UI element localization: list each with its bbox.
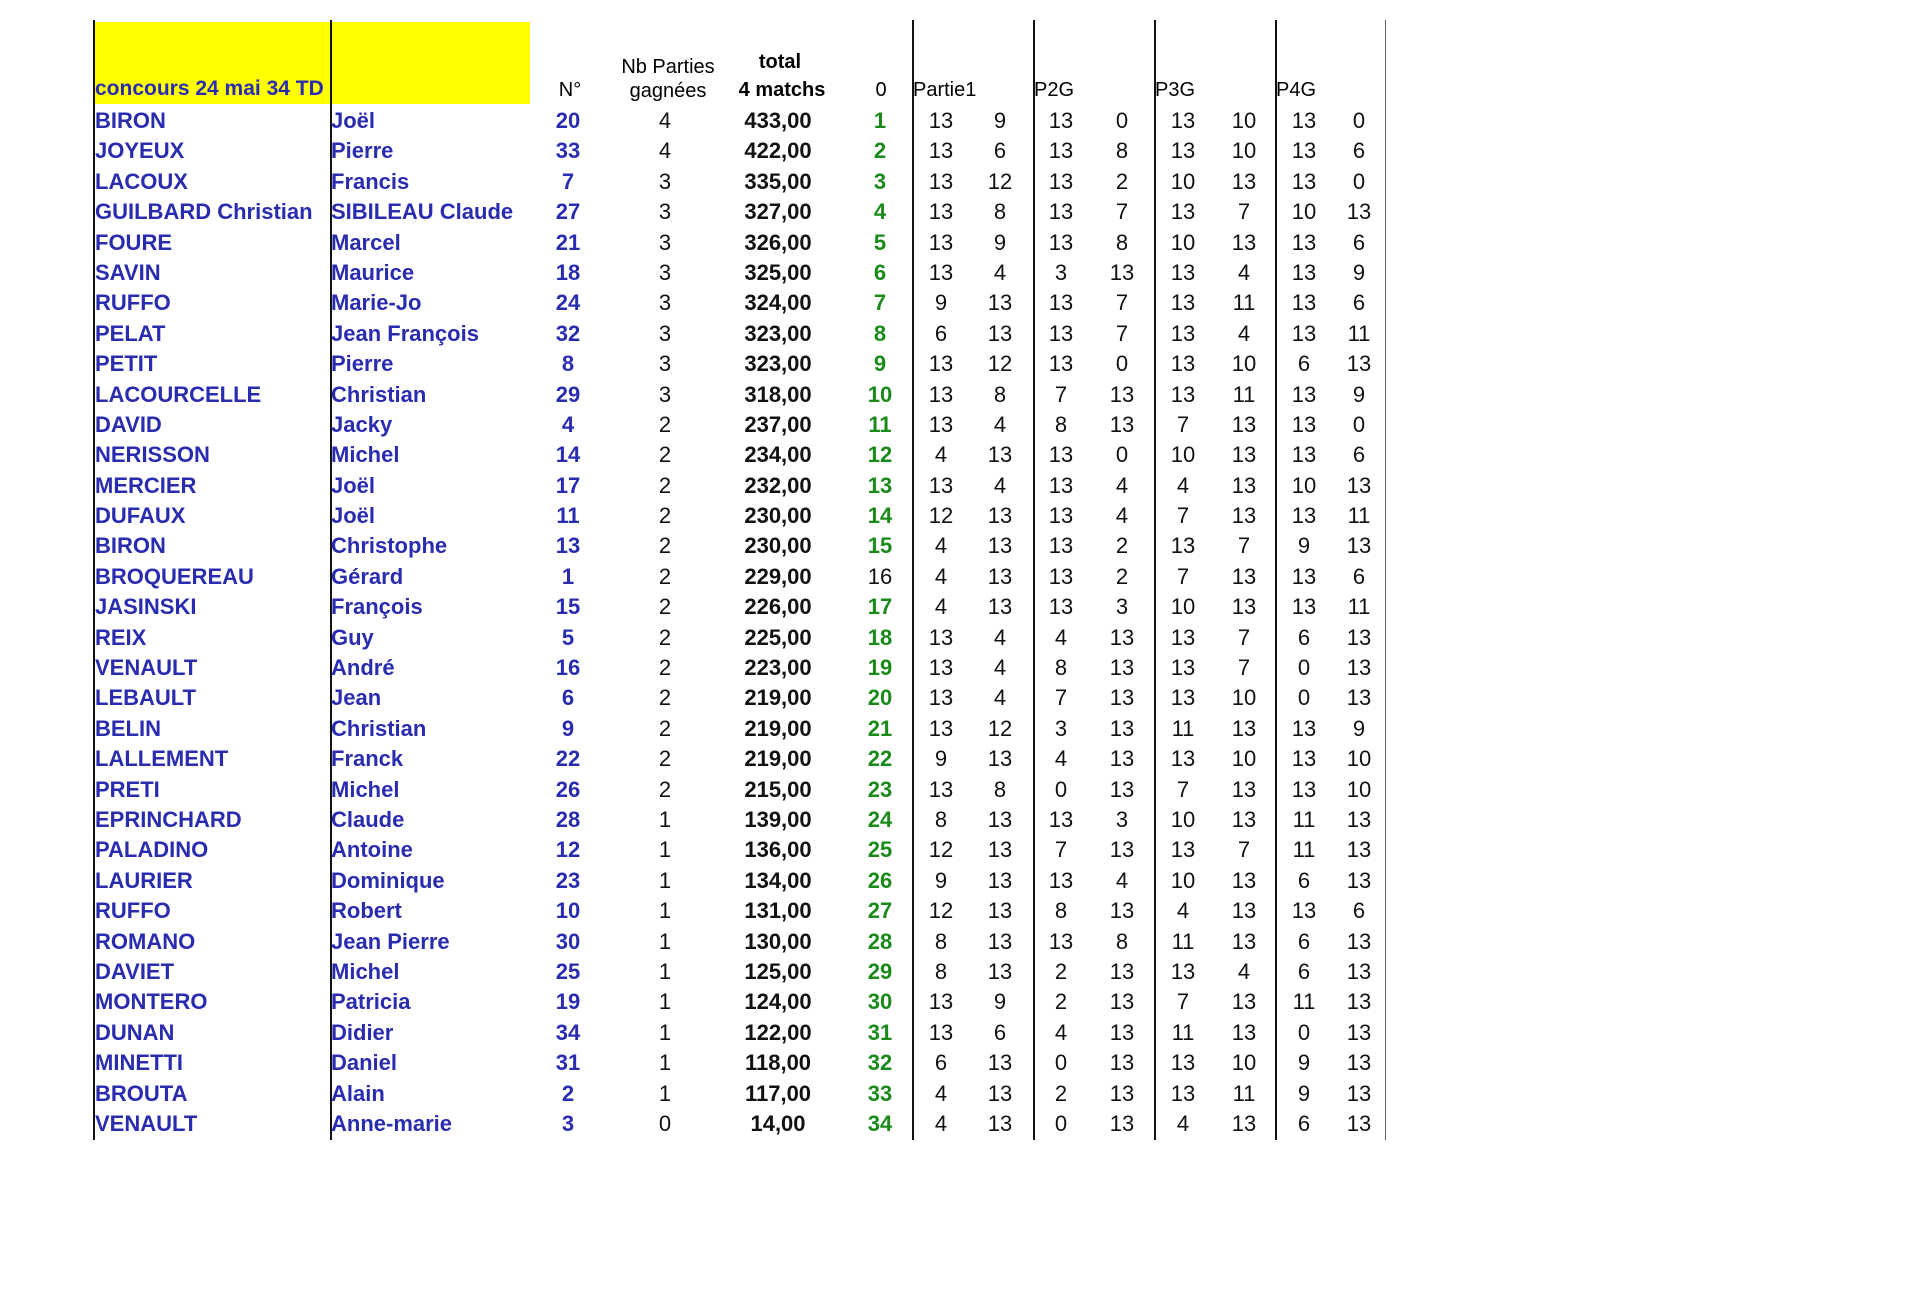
header-p4g: P4G <box>1276 79 1317 101</box>
table-row: PETIT Pierre 8 3 323,00 9 13 12 13 0 13 10 6 13 <box>95 351 1372 377</box>
player-first-name: Robert <box>331 898 402 924</box>
player-last-name: DAVID <box>95 411 162 437</box>
header-p3g: P3G <box>1155 79 1196 101</box>
table-row: BIRON Christophe 13 2 230,00 15 4 13 13 2 13 7 9 13 <box>95 533 1372 559</box>
table-row: VENAULT André 16 2 223,00 19 13 4 8 13 13 7 0 13 <box>95 655 1372 681</box>
player-last-name: MERCIER <box>95 472 197 498</box>
table-row: DAVID Jacky 4 2 237,00 11 13 4 8 13 7 13 13 0 <box>95 411 1366 437</box>
player-first-name: Christian <box>331 715 427 741</box>
player-last-name: BELIN <box>95 715 161 741</box>
player-last-name: BROQUEREAU <box>95 563 254 589</box>
table-row: PRETI Michel 26 2 215,00 23 13 8 0 13 7 13 13 10 <box>95 776 1372 802</box>
table-row: SAVIN Maurice 18 3 325,00 6 13 4 3 13 13 4 13 9 <box>95 259 1366 285</box>
player-first-name: Maurice <box>331 259 415 285</box>
player-first-name: Jean Pierre <box>331 928 450 954</box>
player-last-name: EPRINCHARD <box>95 806 242 832</box>
player-first-name: Joël <box>331 108 376 133</box>
player-last-name: DUNAN <box>95 1019 175 1045</box>
player-first-name: Jean François <box>331 320 479 346</box>
table-row: REIX Guy 5 2 225,00 18 13 4 4 13 13 7 6 13 <box>95 624 1372 650</box>
player-first-name: Michel <box>331 958 400 984</box>
player-last-name: VENAULT <box>95 655 198 681</box>
table-row: DUNAN Didier 34 1 122,00 31 13 6 4 13 11 13 0 13 <box>95 1019 1372 1045</box>
player-first-name: Marcel <box>331 229 401 255</box>
header-p2g: P2G <box>1034 79 1075 101</box>
player-last-name: PRETI <box>95 776 160 802</box>
player-first-name: Claude <box>331 806 405 832</box>
player-last-name: VENAULT <box>95 1110 198 1136</box>
player-first-name: Guy <box>331 624 374 650</box>
player-first-name: Jean <box>331 685 382 711</box>
header-won-line2: gagnées <box>629 80 707 102</box>
player-first-name: Francis <box>331 168 410 194</box>
player-first-name: SIBILEAU Claude <box>331 199 514 225</box>
table-row: BIRON Joël 20 4 433,00 1 13 9 13 0 13 10 13 0 <box>95 108 1366 133</box>
player-last-name: DUFAUX <box>95 503 186 529</box>
player-last-name: LAURIER <box>95 867 193 893</box>
player-first-name: Anne-marie <box>331 1110 453 1136</box>
player-first-name: Daniel <box>331 1050 398 1076</box>
player-last-name: LACOURCELLE <box>95 381 262 407</box>
table-row: VENAULT Anne-marie 3 0 14,00 34 4 13 0 13 4 13 6 13 <box>95 1110 1372 1136</box>
table-row: JOYEUX Pierre 33 4 422,00 2 13 6 13 8 13 10 13 6 <box>95 138 1366 164</box>
table-row: BELIN Christian 9 2 219,00 21 13 12 3 13 11 13 13 9 <box>95 715 1366 741</box>
table-row: LACOURCELLE Christian 29 3 318,00 10 13 8 7 13 13 11 13 9 <box>95 381 1366 407</box>
player-last-name: NERISSON <box>95 442 210 468</box>
player-first-name: André <box>331 655 395 681</box>
table-row: EPRINCHARD Claude 28 1 139,00 24 8 13 13 3 10 13 11 13 <box>95 806 1372 832</box>
results-table <box>0 106 1920 1139</box>
player-last-name: MINETTI <box>95 1050 183 1076</box>
player-last-name: LACOUX <box>95 168 188 194</box>
player-last-name: MONTERO <box>95 989 208 1015</box>
player-last-name: PALADINO <box>95 837 209 863</box>
player-last-name: ROMANO <box>95 928 196 954</box>
player-first-name: Jacky <box>331 411 393 437</box>
player-last-name: DAVIET <box>95 958 175 984</box>
table-row: PELAT Jean François 32 3 323,00 8 6 13 13 7 13 4 13 11 <box>95 320 1371 346</box>
table-row: MINETTI Daniel 31 1 118,00 32 6 13 0 13 13 10 9 13 <box>95 1050 1372 1076</box>
player-last-name: JOYEUX <box>95 138 185 164</box>
player-first-name: Alain <box>331 1080 385 1106</box>
table-row: RUFFO Marie-Jo 24 3 324,00 7 9 13 13 7 13 11 13 6 <box>95 290 1366 316</box>
player-first-name: Pierre <box>331 351 394 377</box>
player-last-name: RUFFO <box>95 290 171 316</box>
player-last-name: BIRON <box>95 108 166 133</box>
player-last-name: SAVIN <box>95 259 161 285</box>
player-first-name: Christophe <box>331 533 448 559</box>
player-last-name: PETIT <box>95 351 158 377</box>
player-first-name: Patricia <box>331 989 411 1015</box>
player-first-name: Antoine <box>331 837 413 863</box>
header-rank: 0 <box>875 79 887 101</box>
player-last-name: RUFFO <box>95 898 171 924</box>
table-row: FOURE Marcel 21 3 326,00 5 13 9 13 8 10 13 13 6 <box>95 229 1366 255</box>
player-last-name: REIX <box>95 624 147 650</box>
player-first-name: Marie-Jo <box>331 290 422 316</box>
header-partie1: Partie1 <box>913 79 977 101</box>
table-row: LAURIER Dominique 23 1 134,00 26 9 13 13 4 10 13 6 13 <box>95 867 1372 893</box>
table-row: DAVIET Michel 25 1 125,00 29 8 13 2 13 13 4 6 13 <box>95 958 1372 984</box>
player-last-name: LALLEMENT <box>95 746 229 772</box>
sheet-title: concours 24 mai 34 TD <box>95 77 324 100</box>
table-row: BROUTA Alain 2 1 117,00 33 4 13 2 13 13 11 9 13 <box>95 1080 1372 1106</box>
table-row: MONTERO Patricia 19 1 124,00 30 13 9 2 13 7 13 11 13 <box>95 989 1372 1015</box>
table-row: JASINSKI François 15 2 226,00 17 4 13 13 3 10 13 13 11 <box>95 594 1371 620</box>
table-row: NERISSON Michel 14 2 234,00 12 4 13 13 0 10 13 13 6 <box>95 442 1366 468</box>
player-last-name: LEBAULT <box>95 685 197 711</box>
table-row: BROQUEREAU Gérard 1 2 229,00 16 4 13 13 2 7 13 13 6 <box>95 563 1366 589</box>
table-row: LALLEMENT Franck 22 2 219,00 22 9 13 4 13 13 10 13 10 <box>95 746 1372 772</box>
table-row: LEBAULT Jean 6 2 219,00 20 13 4 7 13 13 10 0 13 <box>95 685 1372 711</box>
player-first-name: Pierre <box>331 138 394 164</box>
player-first-name: Gérard <box>331 563 404 589</box>
player-first-name: Michel <box>331 776 400 802</box>
table-row: GUILBARD Christian SIBILEAU Claude 27 3 327,00 4 13 8 13 7 13 7 10 13 <box>95 199 1372 225</box>
player-first-name: François <box>331 594 423 620</box>
player-first-name: Joël <box>331 472 376 498</box>
player-last-name: FOURE <box>95 229 172 255</box>
header-total-line2: 4 matchs <box>738 79 826 101</box>
player-first-name: Dominique <box>331 867 445 893</box>
table-row: RUFFO Robert 10 1 131,00 27 12 13 8 13 4 13 13 6 <box>95 898 1366 924</box>
table-row: DUFAUX Joël 11 2 230,00 14 12 13 13 4 7 13 13 11 <box>95 503 1371 529</box>
player-first-name: Joël <box>331 503 376 529</box>
header-won-line1: Nb Parties <box>621 56 715 78</box>
player-last-name: JASINSKI <box>95 594 197 620</box>
header-total-line1: total <box>758 51 802 73</box>
header-num: N° <box>558 79 582 101</box>
player-last-name: GUILBARD Christian <box>95 199 313 225</box>
player-first-name: Christian <box>331 381 427 407</box>
table-row: ROMANO Jean Pierre 30 1 130,00 28 8 13 13 8 11 13 6 13 <box>95 928 1372 954</box>
player-last-name: BIRON <box>95 533 166 559</box>
player-first-name: Michel <box>331 442 400 468</box>
player-first-name: Franck <box>331 746 404 772</box>
player-last-name: PELAT <box>95 320 166 346</box>
table-row: PALADINO Antoine 12 1 136,00 25 12 13 7 13 13 7 11 13 <box>95 837 1372 863</box>
table-row: LACOUX Francis 7 3 335,00 3 13 12 13 2 10 13 13 0 <box>95 168 1366 194</box>
table-row: MERCIER Joël 17 2 232,00 13 13 4 13 4 4 13 10 13 <box>95 472 1372 498</box>
player-last-name: BROUTA <box>95 1080 188 1106</box>
player-first-name: Didier <box>331 1019 394 1045</box>
